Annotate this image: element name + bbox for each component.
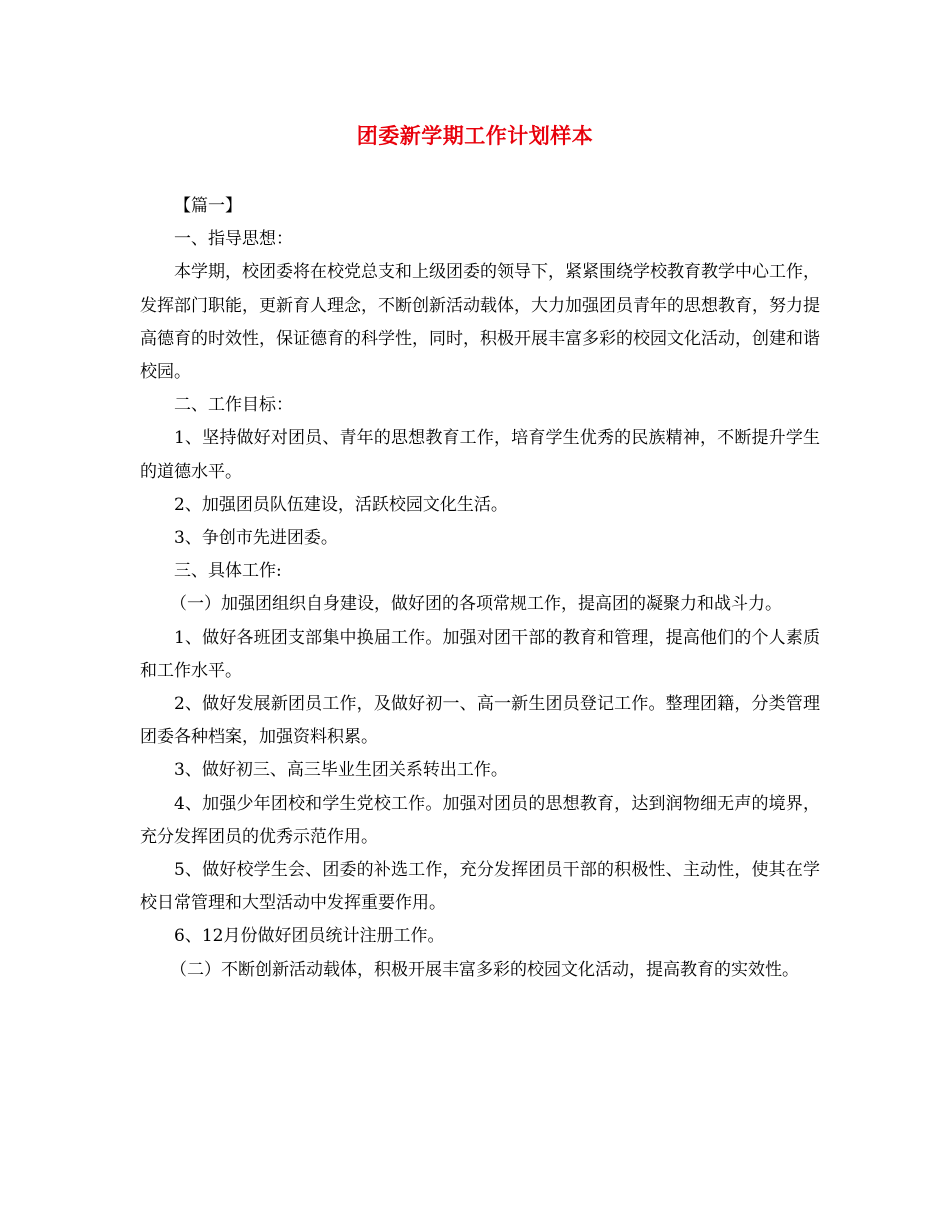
section-marker: 【篇一】 xyxy=(174,196,242,216)
goal-item-3: 3、争创市先进团委。 xyxy=(174,528,338,549)
work-item-1: 1、做好各班团支部集中换届工作。加强对团干部的教育和管理，提高他们的个人素质和工作水平。 xyxy=(140,627,820,681)
work-item-4: 4、加强少年团校和学生党校工作。加强对团员的思想教育，达到润物细无声的境界，充分发挥团员的优秀示范作用。 xyxy=(140,793,820,847)
document-body xyxy=(140,190,820,987)
work-item-5: 5、做好校学生会、团委的补选工作，充分发挥团员干部的积极性、主动性，使其在学校日常管理和大型活动中发挥重要作用。 xyxy=(140,860,820,914)
heading-specific-work: 三、具体工作: xyxy=(174,561,282,582)
document-title: 团委新学期工作计划样本 xyxy=(356,123,594,148)
work-item-2: 2、做好发展新团员工作，及做好初一、高一新生团员登记工作。整理团籍，分类管理团委各种档案，加强资料积累。 xyxy=(140,694,820,748)
heading-work-goals: 二、工作目标： xyxy=(174,395,293,416)
work-item-3: 3、做好初三、高三毕业生团关系转出工作。 xyxy=(174,760,508,781)
goal-item-1: 1、坚持做好对团员、青年的思想教育工作，培育学生优秀的民族精神，不断提升学生的道德水平。 xyxy=(140,428,820,482)
heading-guiding-thought: 一、指导思想： xyxy=(174,229,293,250)
paragraph-guiding-thought: 本学期，校团委将在校党总支和上级团委的领导下，紧紧围绕学校教育教学中心工作，发挥部门职能，更新育人理念，不断创新活动载体，大力加强团员青年的思想教育，努力提高德育的时效性，保证德育的科学性，同时，积极开展丰富多彩的校园文化活动，创建和谐校园。 xyxy=(140,262,820,383)
subheading-organization: （一）加强团组织自身建设，做好团的各项常规工作，提高团的凝聚力和战斗力。 xyxy=(170,594,782,615)
subheading-activities: （二）不断创新活动载体，积极开展丰富多彩的校园文化活动，提高教育的实效性。 xyxy=(170,959,799,980)
goal-item-2: 2、加强团员队伍建设，活跃校园文化生活。 xyxy=(174,494,508,515)
work-item-6: 6、12月份做好团员统计注册工作。 xyxy=(174,926,445,947)
